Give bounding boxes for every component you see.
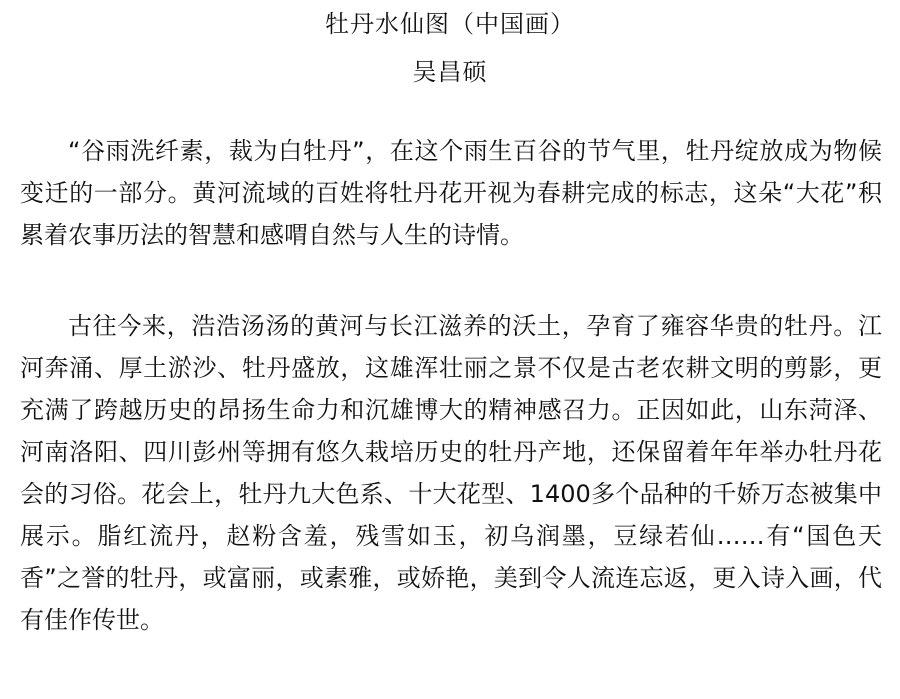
article-author: 吴昌硕	[412, 58, 488, 86]
paragraph: 古往今来，浩浩汤汤的黄河与长江滋养的沃土，孕育了雍容华贵的牡丹。江河奔涌、厚土淤沙、牡丹盛放，这雄浑壮丽之景不仅是古老农耕文明的剪影，更充满了跨越历史的昂扬生命力和沉雄博大的精神感召力。正因如此，山东菏泽、河南洛阳、四川彭州等拥有悠久栽培历史的牡丹产地，还保留着年年举办牡丹花会的习俗。花会上，牡丹九大色系、十大花型、1400多个品种的千娇万态被集中展示。脂红流丹，赵粉含羞，残雪如玉，初乌润墨，豆绿若仙……有“国色天香”之誉的牡丹，或富丽，或素雅，或娇艳，美到令人流连忘返，更入诗入画，代有佳作传世。	[20, 312, 882, 634]
article-title: 牡丹水仙图（中国画）	[325, 10, 575, 38]
paragraph: “谷雨洗纤素，裁为白牡丹”，在这个雨生百谷的节气里，牡丹绽放成为物候变迁的一部分。黄河流域的百姓将牡丹花开视为春耕完成的标志，这朵“大花”积累着农事历法的智慧和感喟自然与人生的诗情。	[20, 137, 882, 249]
